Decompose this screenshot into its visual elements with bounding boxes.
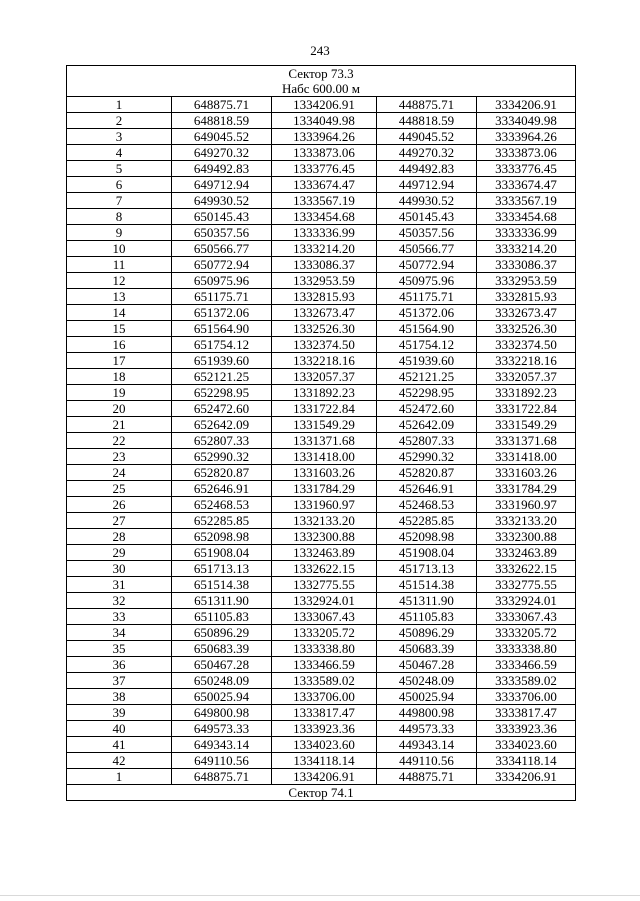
x-local-coordinate: 448818.59 (377, 113, 477, 129)
x-local-coordinate: 452468.53 (377, 497, 477, 513)
y-coordinate: 1333706.00 (272, 689, 377, 705)
x-local-coordinate: 450566.77 (377, 241, 477, 257)
point-number: 12 (67, 273, 172, 289)
x-coordinate: 649800.98 (172, 705, 272, 721)
table-row (67, 417, 576, 433)
y-coordinate: 1333067.43 (272, 609, 377, 625)
y-coordinate: 1331892.23 (272, 385, 377, 401)
y-coordinate: 1333336.99 (272, 225, 377, 241)
point-number: 42 (67, 753, 172, 769)
y-coordinate: 1333086.37 (272, 257, 377, 273)
point-number: 13 (67, 289, 172, 305)
x-coordinate: 651939.60 (172, 353, 272, 369)
table-row (67, 449, 576, 465)
y-coordinate: 1333873.06 (272, 145, 377, 161)
x-local-coordinate: 452990.32 (377, 449, 477, 465)
x-local-coordinate: 449045.52 (377, 129, 477, 145)
y-local-coordinate: 3331371.68 (477, 433, 576, 449)
point-number: 31 (67, 577, 172, 593)
y-local-coordinate: 3332953.59 (477, 273, 576, 289)
y-local-coordinate: 3332374.50 (477, 337, 576, 353)
point-number: 34 (67, 625, 172, 641)
point-number: 11 (67, 257, 172, 273)
table-row (67, 225, 576, 241)
y-local-coordinate: 3333706.00 (477, 689, 576, 705)
y-local-coordinate: 3333674.47 (477, 177, 576, 193)
y-coordinate: 1332673.47 (272, 305, 377, 321)
y-coordinate: 1331722.84 (272, 401, 377, 417)
y-coordinate: 1333214.20 (272, 241, 377, 257)
point-number: 33 (67, 609, 172, 625)
point-number: 19 (67, 385, 172, 401)
table-row (67, 641, 576, 657)
x-local-coordinate: 452098.98 (377, 529, 477, 545)
y-local-coordinate: 3333964.26 (477, 129, 576, 145)
point-number: 8 (67, 209, 172, 225)
y-local-coordinate: 3334206.91 (477, 769, 576, 785)
x-local-coordinate: 450248.09 (377, 673, 477, 689)
x-local-coordinate: 450772.94 (377, 257, 477, 273)
x-coordinate: 651754.12 (172, 337, 272, 353)
point-number: 3 (67, 129, 172, 145)
coordinates-table (66, 65, 576, 801)
table-row (67, 433, 576, 449)
y-coordinate: 1332463.89 (272, 545, 377, 561)
y-local-coordinate: 3333454.68 (477, 209, 576, 225)
point-number: 36 (67, 657, 172, 673)
x-coordinate: 650566.77 (172, 241, 272, 257)
x-local-coordinate: 452285.85 (377, 513, 477, 529)
point-number: 16 (67, 337, 172, 353)
y-local-coordinate: 3331892.23 (477, 385, 576, 401)
x-local-coordinate: 451311.90 (377, 593, 477, 609)
y-coordinate: 1333817.47 (272, 705, 377, 721)
table-row (67, 241, 576, 257)
y-coordinate: 1332300.88 (272, 529, 377, 545)
x-coordinate: 649492.83 (172, 161, 272, 177)
y-local-coordinate: 3332815.93 (477, 289, 576, 305)
x-coordinate: 652646.91 (172, 481, 272, 497)
page-number: 243 (310, 43, 330, 58)
x-coordinate: 649712.94 (172, 177, 272, 193)
x-coordinate: 650683.39 (172, 641, 272, 657)
point-number: 18 (67, 369, 172, 385)
y-local-coordinate: 3332218.16 (477, 353, 576, 369)
x-local-coordinate: 451939.60 (377, 353, 477, 369)
x-coordinate: 650896.29 (172, 625, 272, 641)
y-local-coordinate: 3332463.89 (477, 545, 576, 561)
height-label: Набс 600.00 м (67, 81, 576, 97)
point-number: 37 (67, 673, 172, 689)
point-number: 6 (67, 177, 172, 193)
y-coordinate: 1332218.16 (272, 353, 377, 369)
y-coordinate: 1333674.47 (272, 177, 377, 193)
point-number: 10 (67, 241, 172, 257)
table-row (67, 113, 576, 129)
x-local-coordinate: 451175.71 (377, 289, 477, 305)
y-coordinate: 1332622.15 (272, 561, 377, 577)
x-local-coordinate: 451754.12 (377, 337, 477, 353)
x-coordinate: 651514.38 (172, 577, 272, 593)
table-row (67, 273, 576, 289)
y-coordinate: 1332133.20 (272, 513, 377, 529)
table-row (67, 497, 576, 513)
y-coordinate: 1333205.72 (272, 625, 377, 641)
point-number: 32 (67, 593, 172, 609)
table-row (67, 305, 576, 321)
y-coordinate: 1332815.93 (272, 289, 377, 305)
point-number: 1 (67, 769, 172, 785)
y-local-coordinate: 3333567.19 (477, 193, 576, 209)
y-local-coordinate: 3333873.06 (477, 145, 576, 161)
x-coordinate: 650467.28 (172, 657, 272, 673)
x-coordinate: 652298.95 (172, 385, 272, 401)
x-coordinate: 652098.98 (172, 529, 272, 545)
y-coordinate: 1331549.29 (272, 417, 377, 433)
x-local-coordinate: 449712.94 (377, 177, 477, 193)
y-local-coordinate: 3333086.37 (477, 257, 576, 273)
y-coordinate: 1333567.19 (272, 193, 377, 209)
table-row (67, 545, 576, 561)
table-row (67, 161, 576, 177)
y-coordinate: 1334049.98 (272, 113, 377, 129)
y-coordinate: 1331371.68 (272, 433, 377, 449)
y-local-coordinate: 3333067.43 (477, 609, 576, 625)
x-local-coordinate: 451514.38 (377, 577, 477, 593)
y-local-coordinate: 3331722.84 (477, 401, 576, 417)
x-local-coordinate: 448875.71 (377, 97, 477, 113)
x-coordinate: 652121.25 (172, 369, 272, 385)
point-number: 28 (67, 529, 172, 545)
table-row (67, 369, 576, 385)
y-local-coordinate: 3333338.80 (477, 641, 576, 657)
table-row (67, 529, 576, 545)
x-coordinate: 650357.56 (172, 225, 272, 241)
y-local-coordinate: 3332526.30 (477, 321, 576, 337)
y-local-coordinate: 3333589.02 (477, 673, 576, 689)
height-label-row (67, 81, 576, 97)
x-coordinate: 652820.87 (172, 465, 272, 481)
x-coordinate: 649270.32 (172, 145, 272, 161)
y-local-coordinate: 3333466.59 (477, 657, 576, 673)
x-local-coordinate: 449800.98 (377, 705, 477, 721)
point-number: 5 (67, 161, 172, 177)
table-row (67, 129, 576, 145)
point-number: 25 (67, 481, 172, 497)
x-local-coordinate: 450467.28 (377, 657, 477, 673)
y-coordinate: 1332526.30 (272, 321, 377, 337)
y-coordinate: 1333338.80 (272, 641, 377, 657)
point-number: 14 (67, 305, 172, 321)
table-row (67, 385, 576, 401)
y-local-coordinate: 3334206.91 (477, 97, 576, 113)
x-local-coordinate: 451372.06 (377, 305, 477, 321)
point-number: 35 (67, 641, 172, 657)
x-coordinate: 650772.94 (172, 257, 272, 273)
y-coordinate: 1332953.59 (272, 273, 377, 289)
table-row (67, 513, 576, 529)
point-number: 20 (67, 401, 172, 417)
y-local-coordinate: 3333205.72 (477, 625, 576, 641)
y-coordinate: 1332374.50 (272, 337, 377, 353)
x-coordinate: 649343.14 (172, 737, 272, 753)
table-row (67, 209, 576, 225)
point-number: 41 (67, 737, 172, 753)
x-local-coordinate: 452646.91 (377, 481, 477, 497)
y-coordinate: 1334023.60 (272, 737, 377, 753)
x-local-coordinate: 449110.56 (377, 753, 477, 769)
x-coordinate: 650145.43 (172, 209, 272, 225)
sector-title-row (67, 66, 576, 82)
y-local-coordinate: 3333214.20 (477, 241, 576, 257)
table-row (67, 257, 576, 273)
table-row (67, 401, 576, 417)
x-coordinate: 648875.71 (172, 97, 272, 113)
y-coordinate: 1333454.68 (272, 209, 377, 225)
y-coordinate: 1331603.26 (272, 465, 377, 481)
x-local-coordinate: 448875.71 (377, 769, 477, 785)
x-coordinate: 650975.96 (172, 273, 272, 289)
point-number: 23 (67, 449, 172, 465)
x-coordinate: 651908.04 (172, 545, 272, 561)
table-row (67, 353, 576, 369)
table-row (67, 769, 576, 785)
y-coordinate: 1331784.29 (272, 481, 377, 497)
x-local-coordinate: 449492.83 (377, 161, 477, 177)
x-local-coordinate: 449270.32 (377, 145, 477, 161)
x-coordinate: 649930.52 (172, 193, 272, 209)
y-local-coordinate: 3331418.00 (477, 449, 576, 465)
y-coordinate: 1334206.91 (272, 97, 377, 113)
y-coordinate: 1333466.59 (272, 657, 377, 673)
point-number: 1 (67, 97, 172, 113)
table-row (67, 593, 576, 609)
y-local-coordinate: 3332775.55 (477, 577, 576, 593)
table-row (67, 561, 576, 577)
x-coordinate: 651311.90 (172, 593, 272, 609)
x-local-coordinate: 450683.39 (377, 641, 477, 657)
x-local-coordinate: 450357.56 (377, 225, 477, 241)
point-number: 30 (67, 561, 172, 577)
point-number: 27 (67, 513, 172, 529)
table-row (67, 737, 576, 753)
y-local-coordinate: 3333923.36 (477, 721, 576, 737)
x-coordinate: 652472.60 (172, 401, 272, 417)
point-number: 9 (67, 225, 172, 241)
point-number: 15 (67, 321, 172, 337)
point-number: 2 (67, 113, 172, 129)
table-row (67, 753, 576, 769)
x-local-coordinate: 449573.33 (377, 721, 477, 737)
table-row (67, 337, 576, 353)
y-local-coordinate: 3333776.45 (477, 161, 576, 177)
next-sector-row (67, 785, 576, 801)
x-coordinate: 649045.52 (172, 129, 272, 145)
x-coordinate: 650248.09 (172, 673, 272, 689)
table-row (67, 465, 576, 481)
y-local-coordinate: 3332300.88 (477, 529, 576, 545)
table-row (67, 321, 576, 337)
x-coordinate: 652468.53 (172, 497, 272, 513)
point-number: 29 (67, 545, 172, 561)
x-coordinate: 652642.09 (172, 417, 272, 433)
x-local-coordinate: 450896.29 (377, 625, 477, 641)
x-coordinate: 651564.90 (172, 321, 272, 337)
y-coordinate: 1332057.37 (272, 369, 377, 385)
y-coordinate: 1333776.45 (272, 161, 377, 177)
y-coordinate: 1332924.01 (272, 593, 377, 609)
y-local-coordinate: 3332133.20 (477, 513, 576, 529)
sector-title: Сектор 73.3 (67, 66, 576, 82)
y-local-coordinate: 3333817.47 (477, 705, 576, 721)
table-row (67, 577, 576, 593)
x-local-coordinate: 452472.60 (377, 401, 477, 417)
y-coordinate: 1334206.91 (272, 769, 377, 785)
y-coordinate: 1334118.14 (272, 753, 377, 769)
y-coordinate: 1333589.02 (272, 673, 377, 689)
y-local-coordinate: 3334049.98 (477, 113, 576, 129)
point-number: 21 (67, 417, 172, 433)
x-local-coordinate: 450145.43 (377, 209, 477, 225)
table-row (67, 177, 576, 193)
x-coordinate: 651372.06 (172, 305, 272, 321)
point-number: 40 (67, 721, 172, 737)
point-number: 38 (67, 689, 172, 705)
x-local-coordinate: 452121.25 (377, 369, 477, 385)
x-local-coordinate: 451713.13 (377, 561, 477, 577)
y-local-coordinate: 3331549.29 (477, 417, 576, 433)
x-coordinate: 649573.33 (172, 721, 272, 737)
y-local-coordinate: 3332622.15 (477, 561, 576, 577)
table-row (67, 145, 576, 161)
table-row (67, 481, 576, 497)
table-row (67, 625, 576, 641)
x-coordinate: 652807.33 (172, 433, 272, 449)
x-coordinate: 648875.71 (172, 769, 272, 785)
x-coordinate: 650025.94 (172, 689, 272, 705)
point-number: 24 (67, 465, 172, 481)
x-coordinate: 651713.13 (172, 561, 272, 577)
point-number: 7 (67, 193, 172, 209)
point-number: 26 (67, 497, 172, 513)
x-coordinate: 649110.56 (172, 753, 272, 769)
x-local-coordinate: 452642.09 (377, 417, 477, 433)
y-local-coordinate: 3332924.01 (477, 593, 576, 609)
scan-artifact-line (0, 895, 640, 896)
y-coordinate: 1331960.97 (272, 497, 377, 513)
x-local-coordinate: 449930.52 (377, 193, 477, 209)
y-coordinate: 1333923.36 (272, 721, 377, 737)
y-local-coordinate: 3334118.14 (477, 753, 576, 769)
table-row (67, 657, 576, 673)
x-local-coordinate: 452298.95 (377, 385, 477, 401)
table-row (67, 609, 576, 625)
x-local-coordinate: 452807.33 (377, 433, 477, 449)
point-number: 4 (67, 145, 172, 161)
x-local-coordinate: 450975.96 (377, 273, 477, 289)
x-coordinate: 651175.71 (172, 289, 272, 305)
table-row (67, 97, 576, 113)
table-row (67, 721, 576, 737)
x-local-coordinate: 450025.94 (377, 689, 477, 705)
y-local-coordinate: 3331784.29 (477, 481, 576, 497)
x-coordinate: 651105.83 (172, 609, 272, 625)
y-coordinate: 1332775.55 (272, 577, 377, 593)
table-row (67, 193, 576, 209)
y-coordinate: 1331418.00 (272, 449, 377, 465)
x-coordinate: 652990.32 (172, 449, 272, 465)
y-local-coordinate: 3333336.99 (477, 225, 576, 241)
table-row (67, 673, 576, 689)
x-local-coordinate: 451564.90 (377, 321, 477, 337)
x-local-coordinate: 451105.83 (377, 609, 477, 625)
point-number: 39 (67, 705, 172, 721)
point-number: 22 (67, 433, 172, 449)
x-local-coordinate: 449343.14 (377, 737, 477, 753)
next-sector-title: Сектор 74.1 (67, 785, 576, 801)
table-row (67, 705, 576, 721)
x-coordinate: 648818.59 (172, 113, 272, 129)
x-local-coordinate: 452820.87 (377, 465, 477, 481)
y-local-coordinate: 3332057.37 (477, 369, 576, 385)
x-coordinate: 652285.85 (172, 513, 272, 529)
table-row (67, 689, 576, 705)
point-number: 17 (67, 353, 172, 369)
y-local-coordinate: 3331960.97 (477, 497, 576, 513)
y-coordinate: 1333964.26 (272, 129, 377, 145)
x-local-coordinate: 451908.04 (377, 545, 477, 561)
y-local-coordinate: 3331603.26 (477, 465, 576, 481)
y-local-coordinate: 3334023.60 (477, 737, 576, 753)
table-row (67, 289, 576, 305)
y-local-coordinate: 3332673.47 (477, 305, 576, 321)
